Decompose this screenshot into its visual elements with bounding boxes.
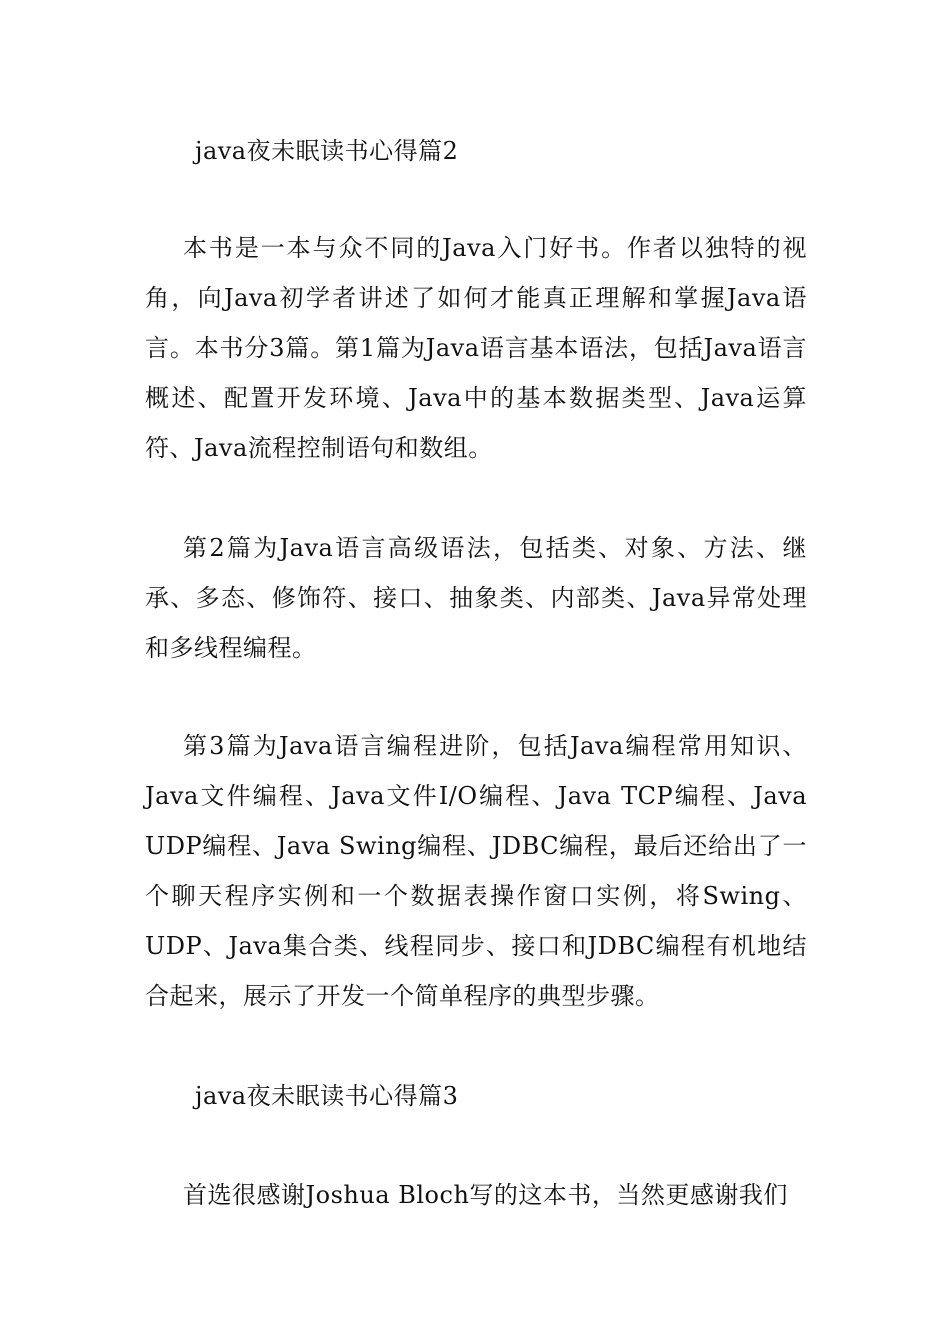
paragraph-part-3: 第3篇为Java语言编程进阶，包括Java编程常用知识、Java文件编程、Java文件I/O编程、Java TCP编程、Java UDP编程、Java Swing编程、JDBC编程，最后还给出了一个聊天程序实例和一个数据表操作窗口实例，将Swing、UDP、Java集合类、线程同步、接口和JDBC编程有机地结合起来，展示了开发一个简单程序的典型步骤。 [145, 732, 807, 1010]
paragraph-intro: 本书是一本与众不同的Java入门好书。作者以独特的视角，向Java初学者讲述了如何才能真正理解和掌握Java语言。本书分3篇。第1篇为Java语言基本语法，包括Java语言概述、配置开发环境、Java中的基本数据类型、Java运算符、Java流程控制语句和数组。 [145, 234, 807, 462]
paragraph-part-2: 第2篇为Java语言高级语法，包括类、对象、方法、继承、多态、修饰符、接口、抽象类、内部类、Java异常处理和多线程编程。 [145, 534, 807, 662]
section-heading-3: java夜未眠读书心得篇3 [195, 1082, 459, 1110]
section-heading-2: java夜未眠读书心得篇2 [195, 137, 459, 165]
paragraph-section-3-start: 首选很感谢Joshua Bloch写的这本书，当然更感谢我们 [183, 1181, 788, 1209]
